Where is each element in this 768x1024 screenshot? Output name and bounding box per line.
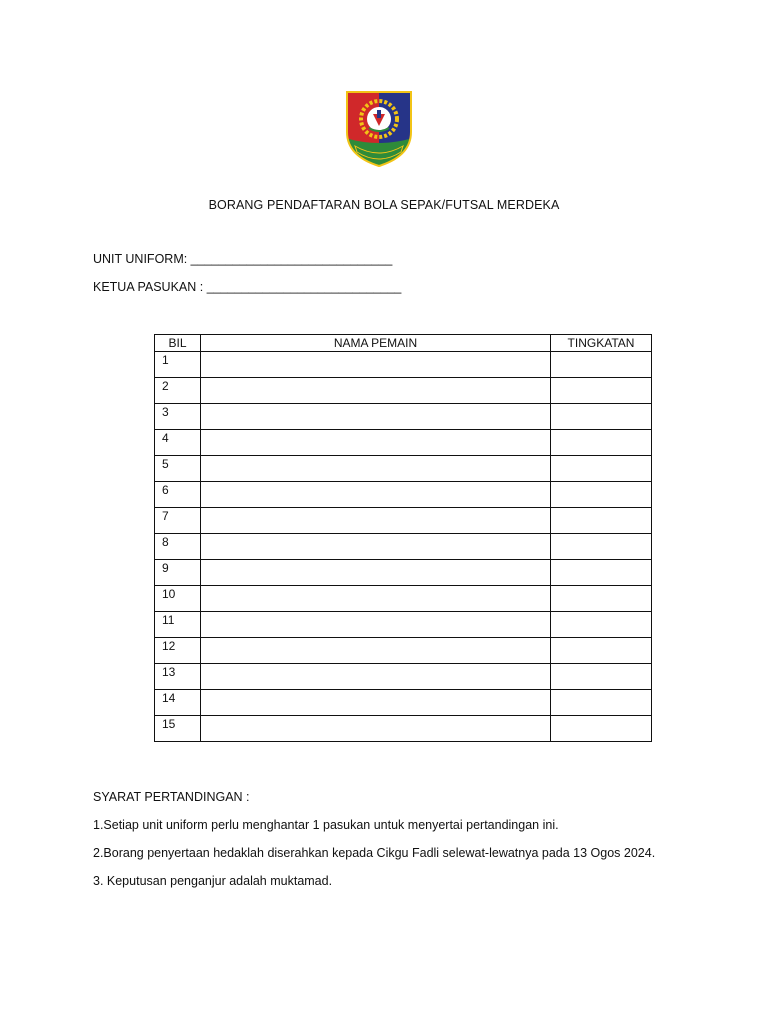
row-number: 9 bbox=[155, 560, 201, 586]
table-row bbox=[155, 404, 652, 430]
player-registration-table bbox=[154, 334, 652, 742]
rule-item: 3. Keputusan penganjur adalah muktamad. bbox=[93, 874, 333, 888]
tingkatan-cell[interactable] bbox=[551, 456, 652, 482]
player-name-cell[interactable] bbox=[201, 664, 551, 690]
column-header-nama-pemain: NAMA PEMAIN bbox=[201, 335, 551, 352]
row-number: 1 bbox=[155, 352, 201, 378]
rule-item: 1.Setiap unit uniform perlu menghantar 1 pasukan untuk menyertai pertandingan ini. bbox=[93, 818, 559, 832]
row-number: 8 bbox=[155, 534, 201, 560]
player-name-cell[interactable] bbox=[201, 560, 551, 586]
tingkatan-cell[interactable] bbox=[551, 664, 652, 690]
player-name-cell[interactable] bbox=[201, 612, 551, 638]
ketua-pasukan-field[interactable]: KETUA PASUKAN : ____________________________ bbox=[93, 280, 402, 294]
column-header-tingkatan: TINGKATAN bbox=[551, 335, 652, 352]
table-row bbox=[155, 560, 652, 586]
table-header-row bbox=[155, 335, 652, 352]
tingkatan-cell[interactable] bbox=[551, 716, 652, 742]
row-number: 3 bbox=[155, 404, 201, 430]
tingkatan-cell[interactable] bbox=[551, 560, 652, 586]
player-name-cell[interactable] bbox=[201, 404, 551, 430]
row-number: 4 bbox=[155, 430, 201, 456]
table-row bbox=[155, 586, 652, 612]
player-name-cell[interactable] bbox=[201, 456, 551, 482]
player-name-cell[interactable] bbox=[201, 716, 551, 742]
table-row bbox=[155, 716, 652, 742]
row-number: 10 bbox=[155, 586, 201, 612]
table-row bbox=[155, 378, 652, 404]
column-header-bil: BIL bbox=[155, 335, 201, 352]
tingkatan-cell[interactable] bbox=[551, 430, 652, 456]
player-name-cell[interactable] bbox=[201, 534, 551, 560]
player-name-cell[interactable] bbox=[201, 638, 551, 664]
tingkatan-cell[interactable] bbox=[551, 638, 652, 664]
player-name-cell[interactable] bbox=[201, 586, 551, 612]
tingkatan-cell[interactable] bbox=[551, 612, 652, 638]
tingkatan-cell[interactable] bbox=[551, 352, 652, 378]
unit-uniform-field[interactable]: UNIT UNIFORM: _____________________________ bbox=[93, 252, 393, 266]
player-name-cell[interactable] bbox=[201, 482, 551, 508]
competition-rules bbox=[93, 790, 655, 902]
form-title: BORANG PENDAFTARAN BOLA SEPAK/FUTSAL MERDEKA bbox=[208, 198, 560, 212]
table-row bbox=[155, 638, 652, 664]
table-row bbox=[155, 482, 652, 508]
tingkatan-cell[interactable] bbox=[551, 534, 652, 560]
player-name-cell[interactable] bbox=[201, 508, 551, 534]
player-name-cell[interactable] bbox=[201, 352, 551, 378]
row-number: 7 bbox=[155, 508, 201, 534]
tingkatan-cell[interactable] bbox=[551, 378, 652, 404]
school-crest-icon bbox=[339, 86, 419, 168]
table-row bbox=[155, 534, 652, 560]
row-number: 5 bbox=[155, 456, 201, 482]
row-number: 11 bbox=[155, 612, 201, 638]
tingkatan-cell[interactable] bbox=[551, 586, 652, 612]
row-number: 2 bbox=[155, 378, 201, 404]
table-row bbox=[155, 456, 652, 482]
tingkatan-cell[interactable] bbox=[551, 404, 652, 430]
player-name-cell[interactable] bbox=[201, 690, 551, 716]
tingkatan-cell[interactable] bbox=[551, 508, 652, 534]
rule-item: 2.Borang penyertaan hedaklah diserahkan kepada Cikgu Fadli selewat-lewatnya pada 13 Ogos 2024. bbox=[93, 846, 656, 860]
rules-heading: SYARAT PERTANDINGAN : bbox=[93, 790, 250, 804]
table-row bbox=[155, 612, 652, 638]
school-logo bbox=[339, 86, 419, 168]
row-number: 14 bbox=[155, 690, 201, 716]
player-name-cell[interactable] bbox=[201, 430, 551, 456]
tingkatan-cell[interactable] bbox=[551, 690, 652, 716]
row-number: 12 bbox=[155, 638, 201, 664]
row-number: 13 bbox=[155, 664, 201, 690]
row-number: 6 bbox=[155, 482, 201, 508]
player-name-cell[interactable] bbox=[201, 378, 551, 404]
table-row bbox=[155, 508, 652, 534]
table-row bbox=[155, 430, 652, 456]
table-row bbox=[155, 352, 652, 378]
tingkatan-cell[interactable] bbox=[551, 482, 652, 508]
table-row bbox=[155, 664, 652, 690]
row-number: 15 bbox=[155, 716, 201, 742]
table-row bbox=[155, 690, 652, 716]
